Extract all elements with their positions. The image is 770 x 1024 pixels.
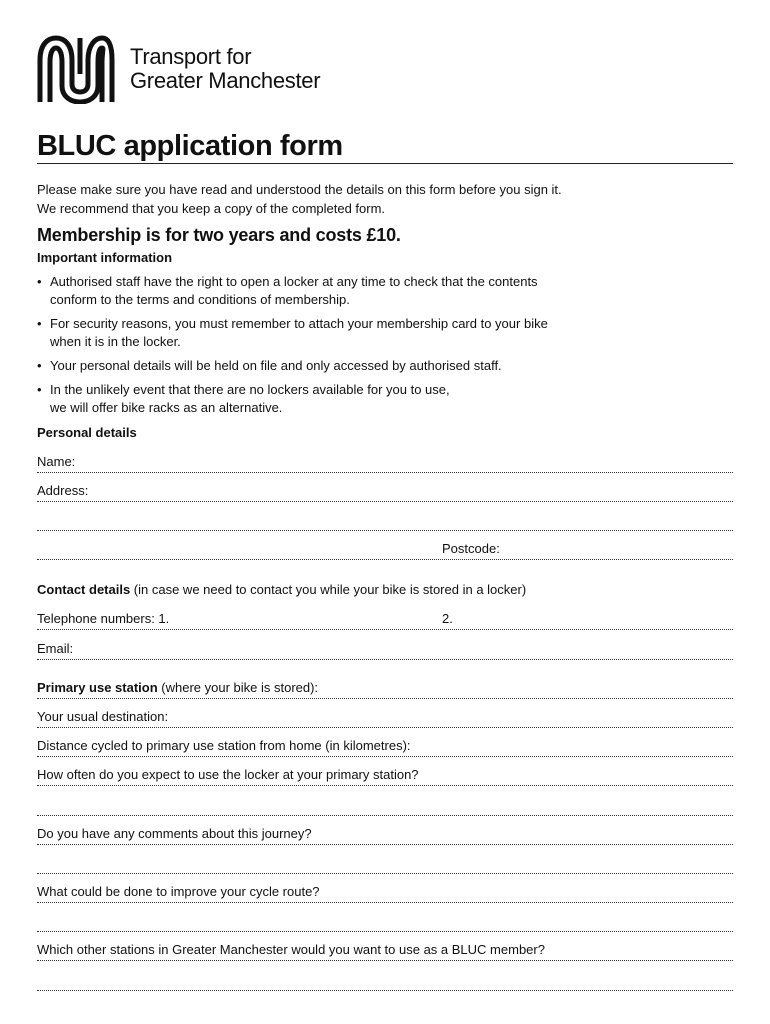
address-field[interactable] <box>37 482 733 502</box>
destination-label: Your usual destination: <box>37 709 169 724</box>
org-name-line2: Greater Manchester <box>130 68 321 93</box>
tfgm-logo <box>36 34 320 104</box>
improve-route-label: What could be done to improve your cycle route? <box>37 884 320 899</box>
name-field[interactable] <box>37 453 733 473</box>
org-name <box>130 45 320 93</box>
comments-field-line2[interactable] <box>37 854 733 874</box>
telephone-field[interactable] <box>37 610 733 630</box>
comments-field[interactable] <box>37 825 733 845</box>
membership-heading: Membership is for two years and costs £10. <box>37 225 401 245</box>
other-stations-label: Which other stations in Greater Manchester would you want to use as a BLUC member? <box>37 942 545 957</box>
intro-text <box>37 180 562 218</box>
name-label: Name: <box>37 454 76 469</box>
primary-station-heading: Primary use station <box>37 680 158 695</box>
email-field[interactable] <box>37 640 733 660</box>
address-label: Address: <box>37 483 89 498</box>
postcode-field[interactable] <box>37 540 733 560</box>
intro-line2: We recommend that you keep a copy of the completed form. <box>37 201 386 216</box>
frequency-field[interactable] <box>37 766 733 786</box>
destination-field[interactable] <box>37 708 733 728</box>
intro-line1: Please make sure you have read and understood the details on this form before you sign it. <box>37 182 562 197</box>
personal-details-heading-text: Personal details <box>37 425 137 440</box>
contact-details-note: (in case we need to contact you while your bike is stored in a locker) <box>130 582 527 597</box>
primary-station-label <box>37 680 318 696</box>
contact-details-heading <box>37 582 526 597</box>
contact-details-heading-text: Contact details <box>37 582 131 597</box>
distance-field[interactable] <box>37 737 733 757</box>
comments-label: Do you have any comments about this journey? <box>37 826 312 841</box>
list-item: • In the unlikely event that there are no lockers available for you to use, we will offer bike racks as an alternative. <box>37 381 657 417</box>
important-info-heading: Important information <box>37 250 173 265</box>
personal-details-heading <box>37 425 137 440</box>
important-info-list <box>37 273 657 423</box>
improve-route-field[interactable] <box>37 883 733 903</box>
address-field-line2[interactable] <box>37 511 733 531</box>
improve-route-field-line2[interactable] <box>37 912 733 932</box>
list-item: • For security reasons, you must remember to attach your membership card to your bike when it is in the locker. <box>37 315 657 351</box>
list-item: • Your personal details will be held on file and only accessed by authorised staff. <box>37 357 657 375</box>
other-stations-field-line2[interactable] <box>37 971 733 991</box>
page-title: BLUC application form <box>37 130 343 162</box>
primary-station-field[interactable] <box>37 679 733 699</box>
distance-label: Distance cycled to primary use station from home (in kilometres): <box>37 738 411 753</box>
telephone-label: Telephone numbers: 1. <box>37 611 170 626</box>
tfgm-m-logo-icon <box>36 34 116 104</box>
primary-station-note: (where your bike is stored): <box>157 680 319 695</box>
telephone-2-label: 2. <box>442 611 453 626</box>
frequency-label: How often do you expect to use the locker at your primary station? <box>37 767 419 782</box>
other-stations-field[interactable] <box>37 941 733 961</box>
postcode-label: Postcode: <box>442 541 500 556</box>
title-divider <box>37 163 733 164</box>
list-item: • Authorised staff have the right to open a locker at any time to check that the contents conform to the terms and conditions of membership. <box>37 273 657 309</box>
frequency-field-line2[interactable] <box>37 796 733 816</box>
org-name-line1: Transport for <box>130 44 252 69</box>
email-label: Email: <box>37 641 74 656</box>
